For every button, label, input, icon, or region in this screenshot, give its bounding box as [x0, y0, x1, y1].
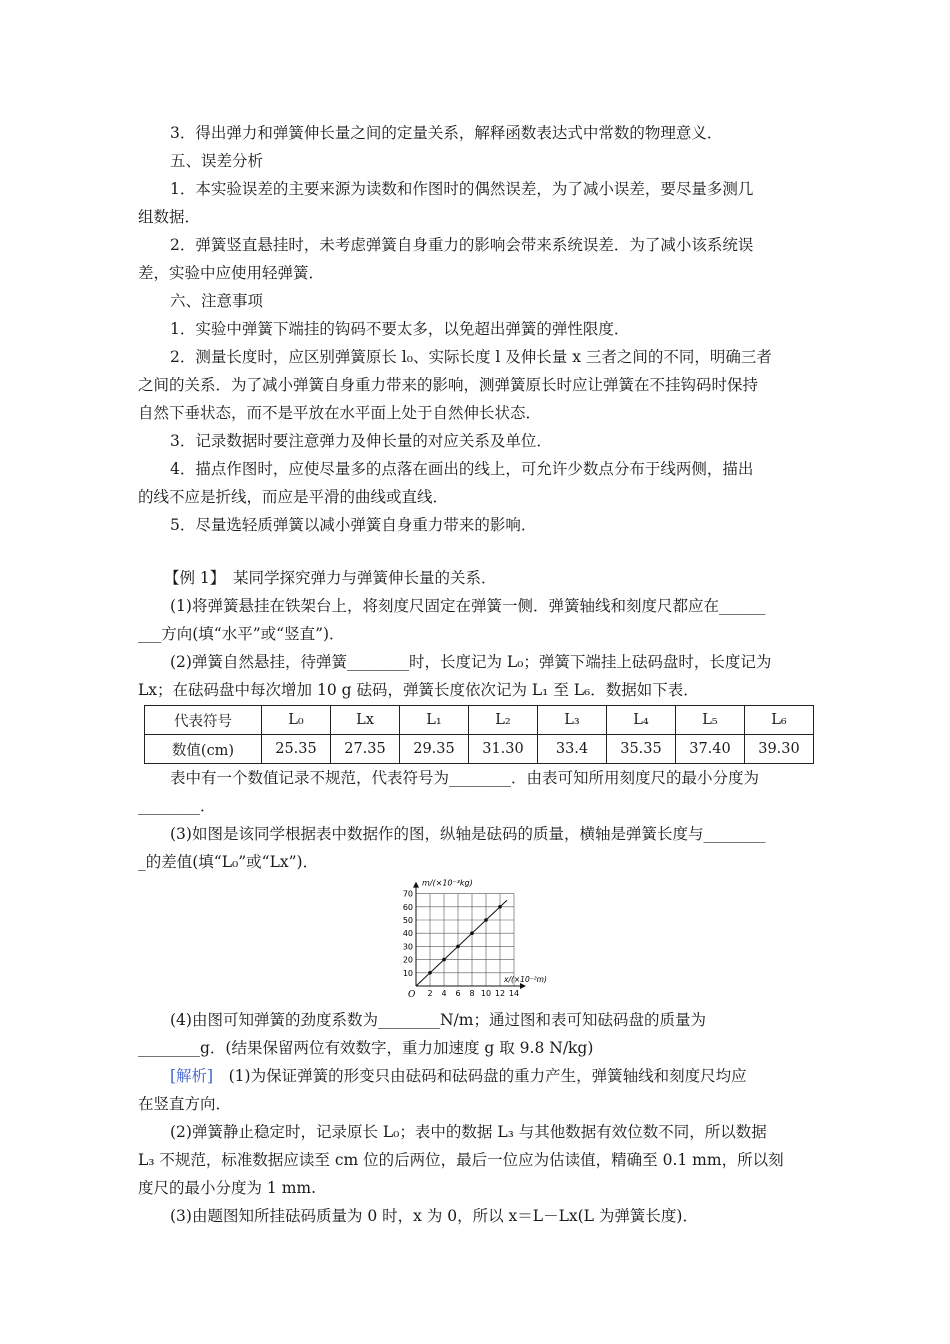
- question-line: (1)将弹簧悬挂在铁架台上，将刻度尺固定在弹簧一侧．弹簧轴线和刻度尺都应在______: [170, 597, 766, 615]
- table-cell: L₀: [262, 706, 331, 735]
- analysis-tag: [解析]: [170, 1067, 214, 1085]
- text-line: 组数据．: [138, 208, 201, 226]
- text-line: 1．本实验误差的主要来源为读数和作图时的偶然误差，为了减小误差，要尽量多测几: [170, 180, 754, 198]
- y-axis-arrow: [413, 882, 419, 888]
- text-line: 1．实验中弹簧下端挂的钩码不要太多，以免超出弹簧的弹性限度．: [170, 320, 630, 338]
- x-tick-label: 12: [494, 989, 506, 998]
- table-cell: 35.35: [607, 735, 676, 764]
- data-point: [470, 931, 474, 935]
- table-cell: 27.35: [331, 735, 400, 764]
- text-line: 3．得出弹力和弹簧伸长量之间的定量关系，解释函数表达式中常数的物理意义．: [170, 124, 723, 142]
- example-title: 【例 1】 某同学探究弹力与弹簧伸长量的关系．: [164, 569, 497, 587]
- data-point: [498, 905, 502, 909]
- origin-label: O: [408, 990, 416, 1000]
- table-header-cell: 数值(cm): [145, 735, 262, 764]
- question-line: (4)由图可知弹簧的劲度系数为________N/m；通过图和表可知砝码盘的质量为: [170, 1011, 706, 1029]
- table-cell: L₅: [676, 706, 745, 735]
- x-tick-label: 4: [441, 989, 447, 998]
- x-tick-label: 10: [480, 989, 492, 998]
- data-point: [484, 918, 488, 922]
- table-cell: L₁: [400, 706, 469, 735]
- data-table: [144, 705, 814, 764]
- table-cell: 29.35: [400, 735, 469, 764]
- question-line: (3)如图是该同学根据表中数据作的图，纵轴是砝码的质量，横轴是弹簧长度与________: [170, 825, 766, 843]
- x-tick-label: 14: [508, 989, 520, 998]
- question-line: _的差值(填“L₀”或“Lx”)．: [138, 853, 319, 871]
- question-line: ________．: [138, 797, 216, 815]
- y-tick-label: 40: [402, 929, 413, 939]
- y-tick-label: 30: [402, 942, 413, 952]
- mass-extension-chart: [392, 870, 562, 1000]
- question-line: Lx；在砝码盘中每次增加 10 g 砝码，弹簧长度依次记为 L₁ 至 L₆．数据如下表．: [138, 681, 699, 699]
- data-point: [456, 945, 460, 949]
- section-heading: 五、误差分析: [170, 152, 264, 170]
- table-cell: L₂: [469, 706, 538, 735]
- table-cell: Lx: [331, 706, 400, 735]
- x-tick-label: 6: [455, 989, 461, 998]
- question-line: ___方向(填“水平”或“竖直”)．: [138, 625, 345, 643]
- table-header-cell: 代表符号: [145, 706, 262, 735]
- y-tick-label: 60: [402, 902, 413, 912]
- x-tick-label: 8: [469, 989, 475, 998]
- table-row: [145, 735, 814, 764]
- x-axis-label: x/(×10⁻²m): [504, 975, 547, 984]
- text-line: 4．描点作图时，应使尽量多的点落在画出的线上，可允许少数点分布于线两侧，描出: [170, 460, 754, 478]
- text-line: 之间的关系．为了减小弹簧自身重力带来的影响，测弹簧原长时应让弹簧在不挂钩码时保持: [138, 376, 759, 394]
- data-point: [442, 958, 446, 962]
- text-line: 2．弹簧竖直悬挂时，未考虑弹簧自身重力的影响会带来系统误差．为了减小该系统误: [170, 236, 754, 254]
- text-line: 差，实验中应使用轻弹簧．: [138, 264, 325, 282]
- table-row: [145, 706, 814, 735]
- text-line: 自然下垂状态，而不是平放在水平面上处于自然伸长状态．: [138, 404, 542, 422]
- question-line: 表中有一个数值记录不规范，代表符号为________．由表可知所用刻度尺的最小分度为: [170, 769, 760, 787]
- y-axis-label: m/(×10⁻³kg): [422, 878, 473, 888]
- section-heading: 六、注意事项: [170, 292, 264, 310]
- y-tick-label: 10: [402, 968, 413, 978]
- table-cell: 31.30: [469, 735, 538, 764]
- analysis-line: L₃ 不规范，标准数据应读至 cm 位的后两位，最后一位应为估读值，精确至 0.1 mm，所以刻: [138, 1151, 784, 1169]
- analysis-line: (3)由题图知所挂砝码质量为 0 时，x 为 0，所以 x＝L－Lx(L 为弹簧长度)．: [170, 1207, 698, 1225]
- table-cell: 39.30: [745, 735, 814, 764]
- analysis-line: 度尺的最小分度为 1 mm.: [138, 1179, 317, 1197]
- analysis-text: (1)为保证弹簧的形变只由砝码和砝码盘的重力产生，弹簧轴线和刻度尺均应: [213, 1067, 747, 1085]
- table-cell: 33.4: [538, 735, 607, 764]
- table-cell: L₆: [745, 706, 814, 735]
- y-tick-label: 20: [402, 955, 413, 965]
- data-point: [428, 971, 432, 975]
- y-tick-label: 70: [402, 889, 413, 899]
- text-line: 3．记录数据时要注意弹力及伸长量的对应关系及单位．: [170, 432, 552, 450]
- table-cell: L₃: [538, 706, 607, 735]
- analysis-line: [170, 1066, 850, 1086]
- x-tick-label: 2: [427, 989, 433, 998]
- text-line: 2．测量长度时，应区别弹簧原长 l₀、实际长度 l 及伸长量 x 三者之间的不同，明确三者: [170, 348, 772, 366]
- analysis-line: 在竖直方向．: [138, 1095, 232, 1113]
- table-cell: L₄: [607, 706, 676, 735]
- y-tick-label: 50: [402, 916, 413, 925]
- question-line: ________g．(结果保留两位有效数字，重力加速度 g 取 9.8 N/kg): [138, 1039, 594, 1057]
- table-cell: 25.35: [262, 735, 331, 764]
- text-line: 5．尽量选轻质弹簧以减小弹簧自身重力带来的影响．: [170, 516, 537, 534]
- analysis-line: (2)弹簧静止稳定时，记录原长 L₀；表中的数据 L₃ 与其他数据有效位数不同，所以数据: [170, 1123, 767, 1141]
- table-cell: 37.40: [676, 735, 745, 764]
- text-line: 的线不应是折线，而应是平滑的曲线或直线．: [138, 488, 449, 506]
- question-line: (2)弹簧自然悬挂，待弹簧________时，长度记为 L₀；弹簧下端挂上砝码盘时，长度记为: [170, 653, 772, 671]
